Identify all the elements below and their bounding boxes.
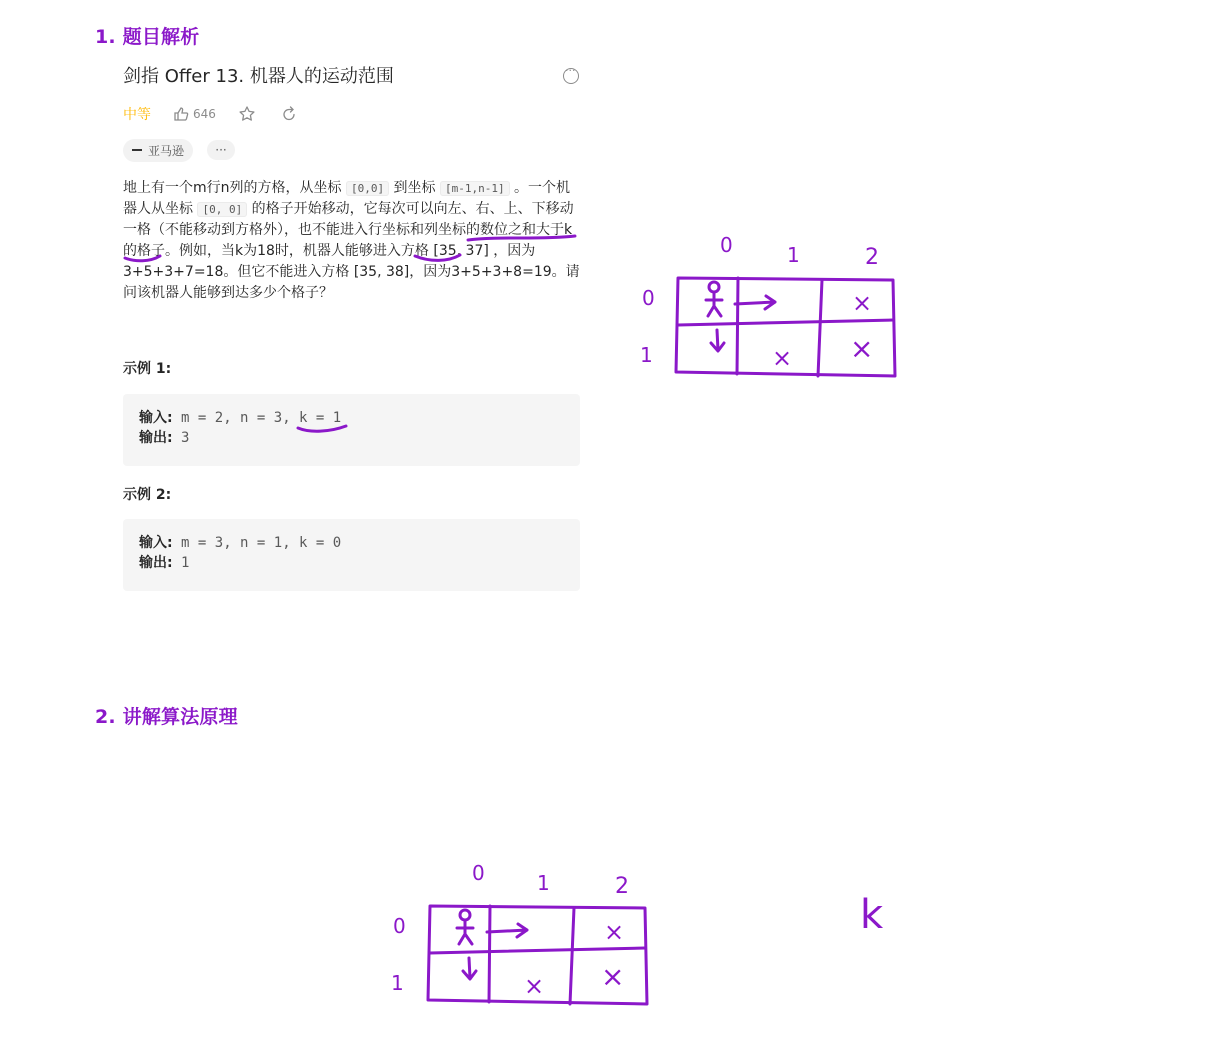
robot-body-icon (706, 292, 722, 316)
grid-col-line (570, 908, 574, 1004)
row-label: 0 (393, 914, 406, 938)
row-label: 1 (640, 343, 653, 367)
input-key: 输入: (139, 535, 173, 551)
blocked-mark: × (772, 344, 793, 372)
company-tag-label: 亚马逊 (148, 143, 185, 158)
desc-text: 。一个机器人从坐标 (123, 180, 571, 217)
desc-text: 到坐标 (389, 180, 440, 196)
output-value: 3 (181, 430, 190, 446)
grid-sketch-top (640, 233, 895, 376)
section-heading-1: 1. 题目解析 (95, 26, 200, 48)
grid-row-line (430, 948, 645, 953)
underline-grid (125, 256, 160, 261)
problem-title: 剑指 Offer 13. 机器人的运动范围 (123, 66, 394, 87)
underline-cell (415, 255, 460, 260)
right-arrow-icon (487, 924, 527, 937)
grid-sketch-bottom (391, 861, 884, 1004)
col-label: 1 (787, 243, 800, 267)
desc-text: 的格子开始移动，它每次可以向左、右、上、下移动一格（不能移动到方格外），也不能进入行坐标和列坐标的数位之和大于k的格子。例如，当k为18时，机器人能够进入方格 [35, 37] ，因为3+5+3+7=18。但它不能进入方格 [35, 38]，因为3+5+3+8=19。请问该机器人能够到达多少个格子？ (123, 201, 580, 301)
blocked-mark: × (604, 918, 625, 946)
like-count: 646 (193, 107, 216, 121)
blocked-mark: × (850, 332, 874, 365)
col-label: 0 (472, 861, 485, 885)
row-label: 0 (642, 286, 655, 310)
blocked-mark: × (524, 972, 545, 1000)
more-tags-button[interactable]: ··· (207, 140, 235, 160)
input-key: 输入: (139, 410, 173, 426)
blocked-mark: × (601, 960, 625, 993)
underline-digit-sum (468, 236, 575, 240)
input-value: m = 3, n = 1, k = 0 (181, 535, 342, 551)
example-1-label: 示例 1: (123, 361, 172, 377)
output-key: 输出: (139, 430, 173, 446)
code-origin: [0, 0] (197, 202, 247, 217)
row-label: 1 (391, 971, 404, 995)
right-arrow-icon (735, 296, 775, 309)
desc-text: 地上有一个m行n列的方格，从坐标 (123, 180, 346, 196)
example-2-label: 示例 2: (123, 487, 172, 503)
output-value: 1 (181, 555, 190, 571)
col-label: 2 (615, 874, 629, 899)
code-start: [0,0] (346, 181, 389, 196)
grid-col-line (818, 280, 822, 376)
input-value: m = 2, n = 3, k = 1 (181, 410, 342, 426)
k-label: k (860, 892, 884, 938)
underline-k (298, 426, 346, 431)
grid-col-line (489, 906, 490, 1002)
grid-col-line (737, 278, 738, 374)
col-label: 1 (537, 871, 550, 895)
code-end: [m-1,n-1] (440, 181, 510, 196)
robot-body-icon (457, 920, 473, 944)
difficulty-badge: 中等 (123, 107, 151, 123)
grid-row-line (678, 320, 893, 325)
col-label: 2 (865, 245, 879, 270)
col-label: 0 (720, 233, 733, 257)
blocked-mark: × (852, 289, 873, 317)
down-arrow-icon (463, 958, 476, 979)
down-arrow-icon (711, 330, 724, 351)
output-key: 输出: (139, 555, 173, 571)
section-heading-2: 2. 讲解算法原理 (95, 706, 238, 728)
